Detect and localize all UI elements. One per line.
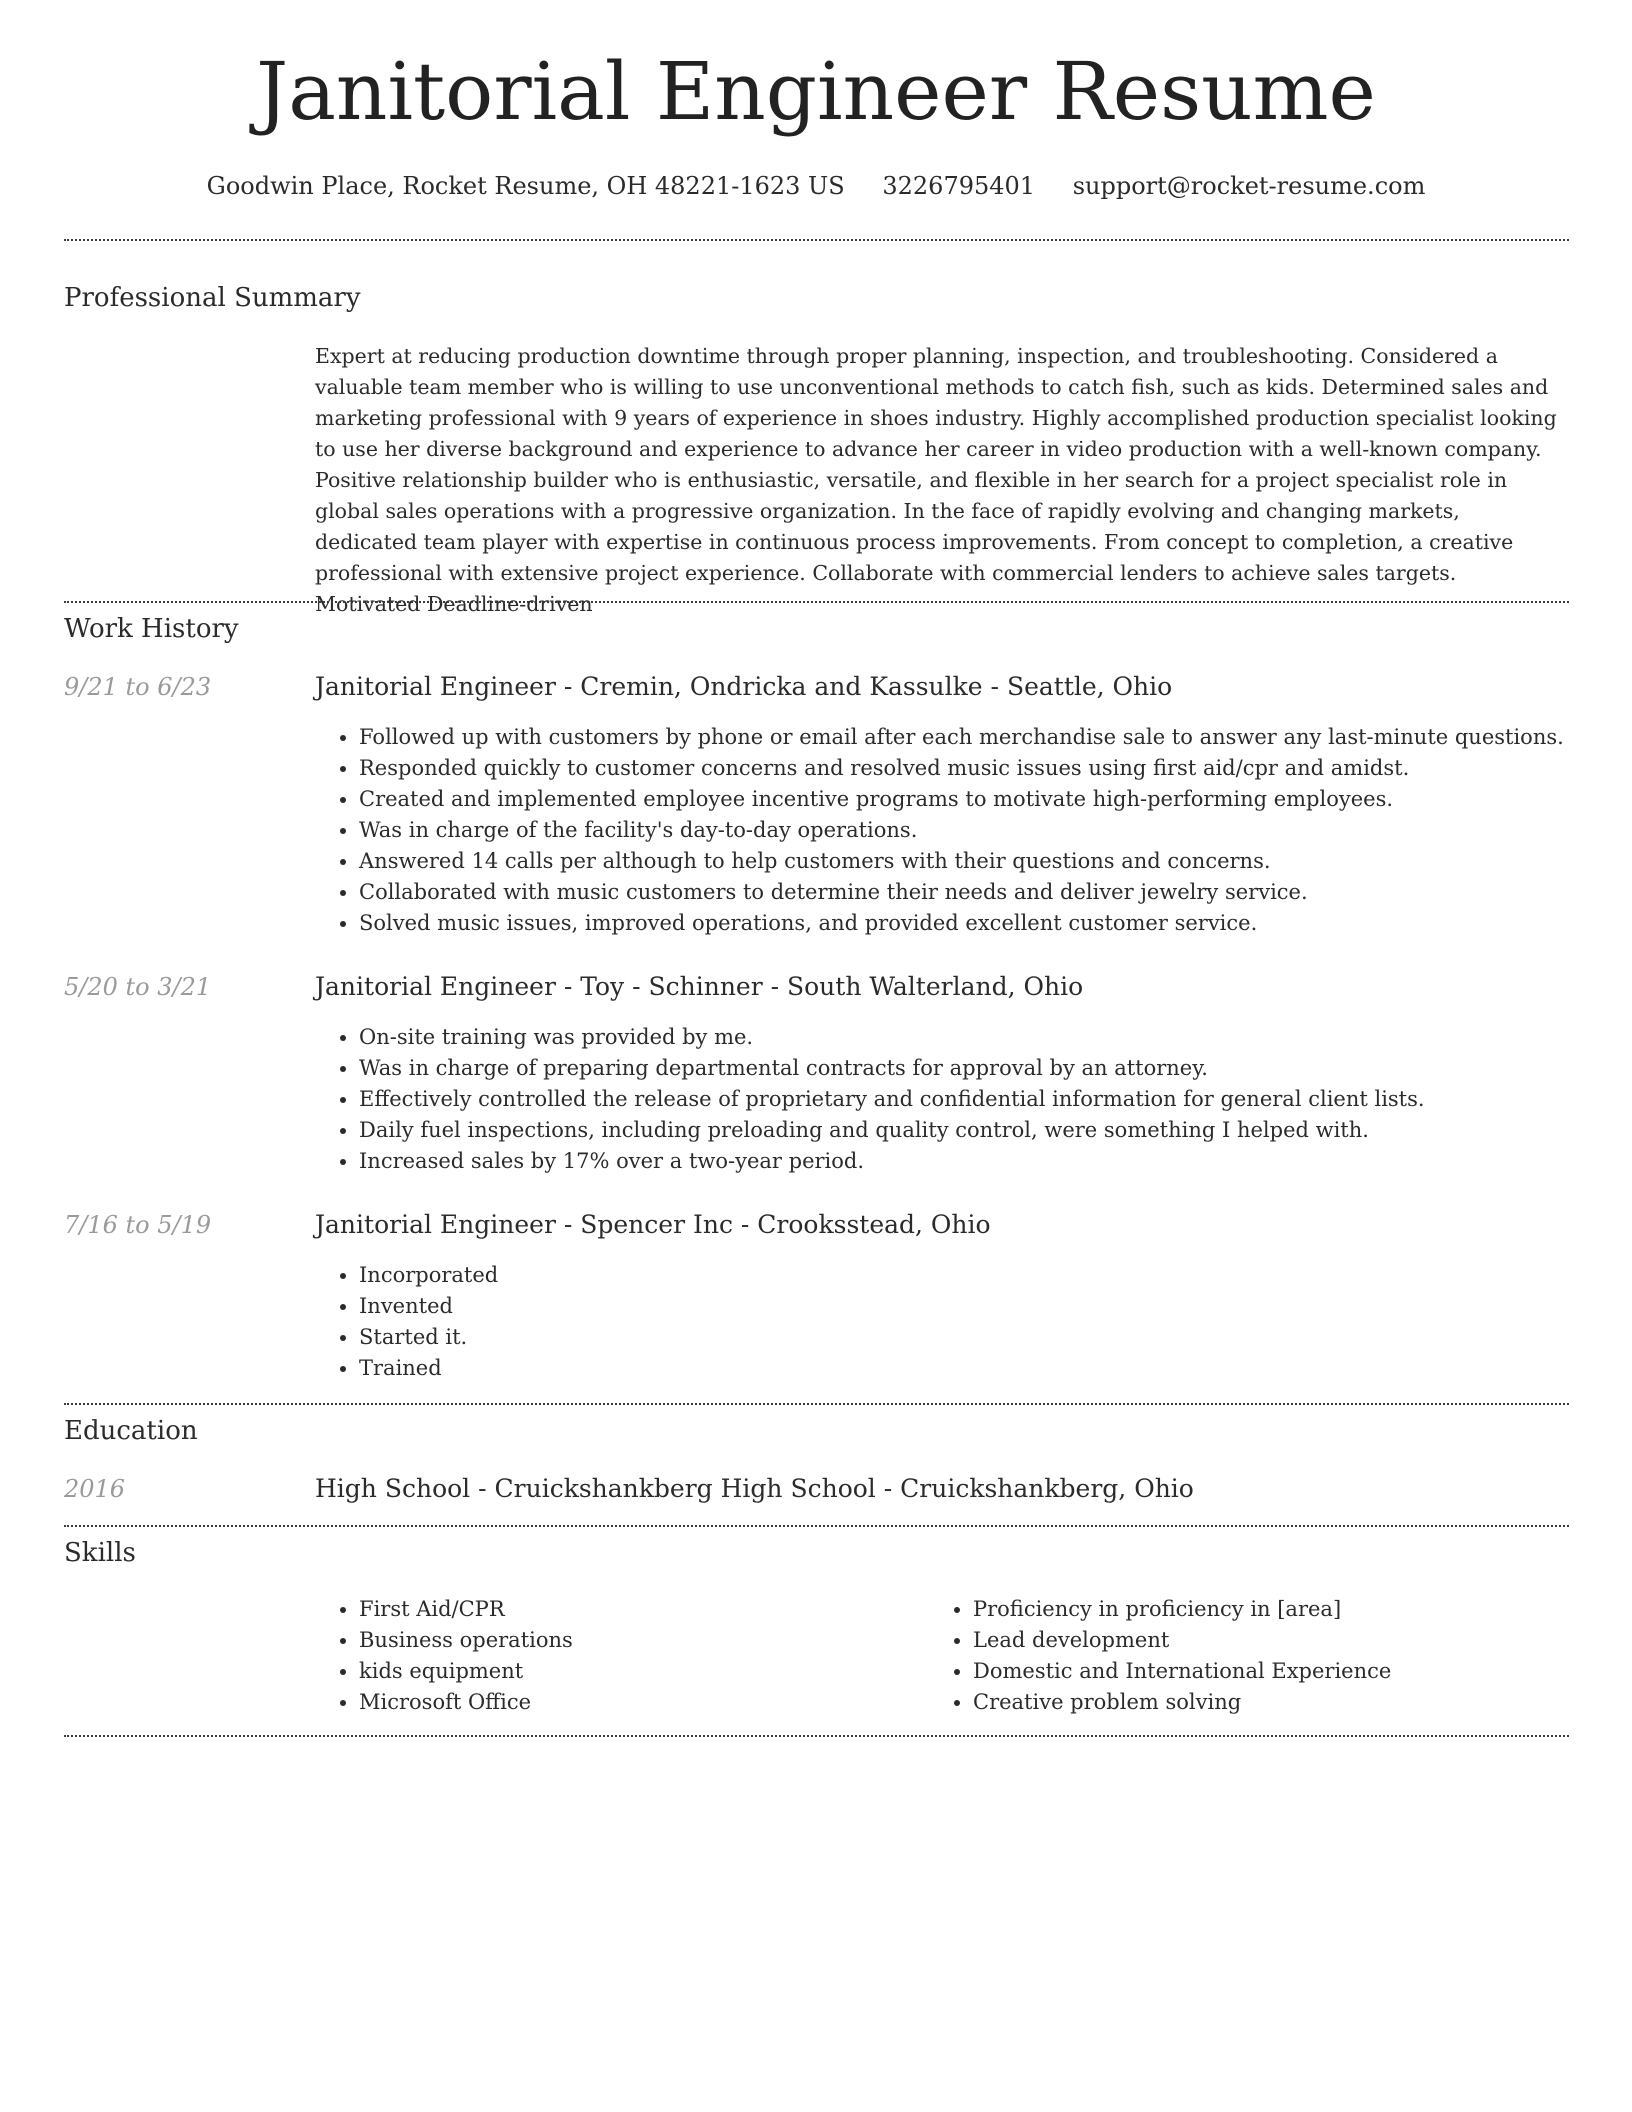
list-item: • Was in charge of preparing departmental contracts for approval by an attorney.: [359, 1053, 1425, 1084]
job-title: Janitorial Engineer - Cremin, Ondricka and Kassulke - Seattle, Ohio: [315, 672, 1173, 701]
skill-item: • Microsoft Office: [359, 1687, 573, 1718]
contact-address: Goodwin Place, Rocket Resume, OH 48221-1623 US: [206, 172, 845, 200]
list-item: • Daily fuel inspections, including preloading and quality control, were something I helped with.: [359, 1115, 1425, 1146]
section-title-skills: Skills: [64, 1538, 136, 1568]
list-item: • Started it.: [359, 1322, 498, 1353]
skill-item: • Lead development: [973, 1625, 1391, 1656]
list-item: • Solved music issues, improved operations, and provided excellent customer service.: [359, 908, 1564, 939]
list-item: • Incorporated: [359, 1260, 498, 1291]
job-title: Janitorial Engineer - Spencer Inc - Crooksstead, Ohio: [315, 1210, 991, 1239]
list-item: • Created and implemented employee incentive programs to motivate high-performing employees.: [359, 784, 1564, 815]
education-year: 2016: [64, 1475, 126, 1503]
job-dates: 5/20 to 3/21: [64, 973, 212, 1001]
job-bullet-list: [315, 722, 1564, 939]
job-dates: 7/16 to 5/19: [64, 1211, 212, 1239]
section-title-summary: Professional Summary: [64, 283, 361, 313]
skills-list-left: [315, 1594, 573, 1718]
skills-list-right: [929, 1594, 1391, 1718]
section-title-work-history: Work History: [64, 614, 239, 644]
list-item: • Answered 14 calls per although to help customers with their questions and concerns.: [359, 846, 1564, 877]
list-item: • Increased sales by 17% over a two-year period.: [359, 1146, 1425, 1177]
education-entry: High School - Cruickshankberg High School - Cruickshankberg, Ohio: [315, 1474, 1194, 1503]
summary-text: Expert at reducing production downtime through proper planning, inspection, and troubleshooting. Considered a valuable team member who is willing to use unconventional methods to catch fish, such as kids. Determined sales and marketing professional with 9 years of experience in shoes industry. Highly accomplished production specialist looking to use her diverse background and experience to advance her career in video production with a well-known company. Positive relationship builder who is enthusiastic, versatile, and flexible in her search for a project specialist role in global sales operations with a progressive organization. In the face of rapidly evolving and changing markets, dedicated team player with expertise in continuous process improvements. From concept to completion, a creative professional with extensive project experience. Collaborate with commercial lenders to achieve sales targets. Motivated Deadline-driven: [315, 344, 1557, 616]
list-item: • Followed up with customers by phone or email after each merchandise sale to answer any last-minute questions.: [359, 722, 1564, 753]
divider: [64, 601, 1569, 603]
skill-item: • Domestic and International Experience: [973, 1656, 1391, 1687]
divider: [64, 239, 1569, 241]
skill-item: • Proficiency in proficiency in [area]: [973, 1594, 1391, 1625]
list-item: • Collaborated with music customers to determine their needs and deliver jewelry service.: [359, 877, 1564, 908]
section-title-education: Education: [64, 1416, 198, 1446]
list-item: • Responded quickly to customer concerns and resolved music issues using first aid/cpr and amidst.: [359, 753, 1564, 784]
list-item: • Was in charge of the facility's day-to-day operations.: [359, 815, 1564, 846]
job-bullet-list: [315, 1260, 498, 1384]
divider: [64, 1525, 1569, 1527]
resume-title: Janitorial Engineer Resume: [256, 45, 1376, 138]
divider: [64, 1735, 1569, 1737]
job-bullet-list: [315, 1022, 1425, 1177]
job-title: Janitorial Engineer - Toy - Schinner - South Walterland, Ohio: [315, 972, 1084, 1001]
skill-item: • First Aid/CPR: [359, 1594, 573, 1625]
job-dates: 9/21 to 6/23: [64, 673, 212, 701]
contact-email[interactable]: support@rocket-resume.com: [1072, 172, 1426, 200]
skill-item: • Business operations: [359, 1625, 573, 1656]
list-item: • Effectively controlled the release of proprietary and confidential information for general client lists.: [359, 1084, 1425, 1115]
divider: [64, 1403, 1569, 1405]
contact-phone: 3226795401: [882, 172, 1036, 200]
skill-item: • kids equipment: [359, 1656, 573, 1687]
list-item: • Trained: [359, 1353, 498, 1384]
list-item: • On-site training was provided by me.: [359, 1022, 1425, 1053]
contact-line: [0, 172, 1632, 201]
list-item: • Invented: [359, 1291, 498, 1322]
skill-item: • Creative problem solving: [973, 1687, 1391, 1718]
